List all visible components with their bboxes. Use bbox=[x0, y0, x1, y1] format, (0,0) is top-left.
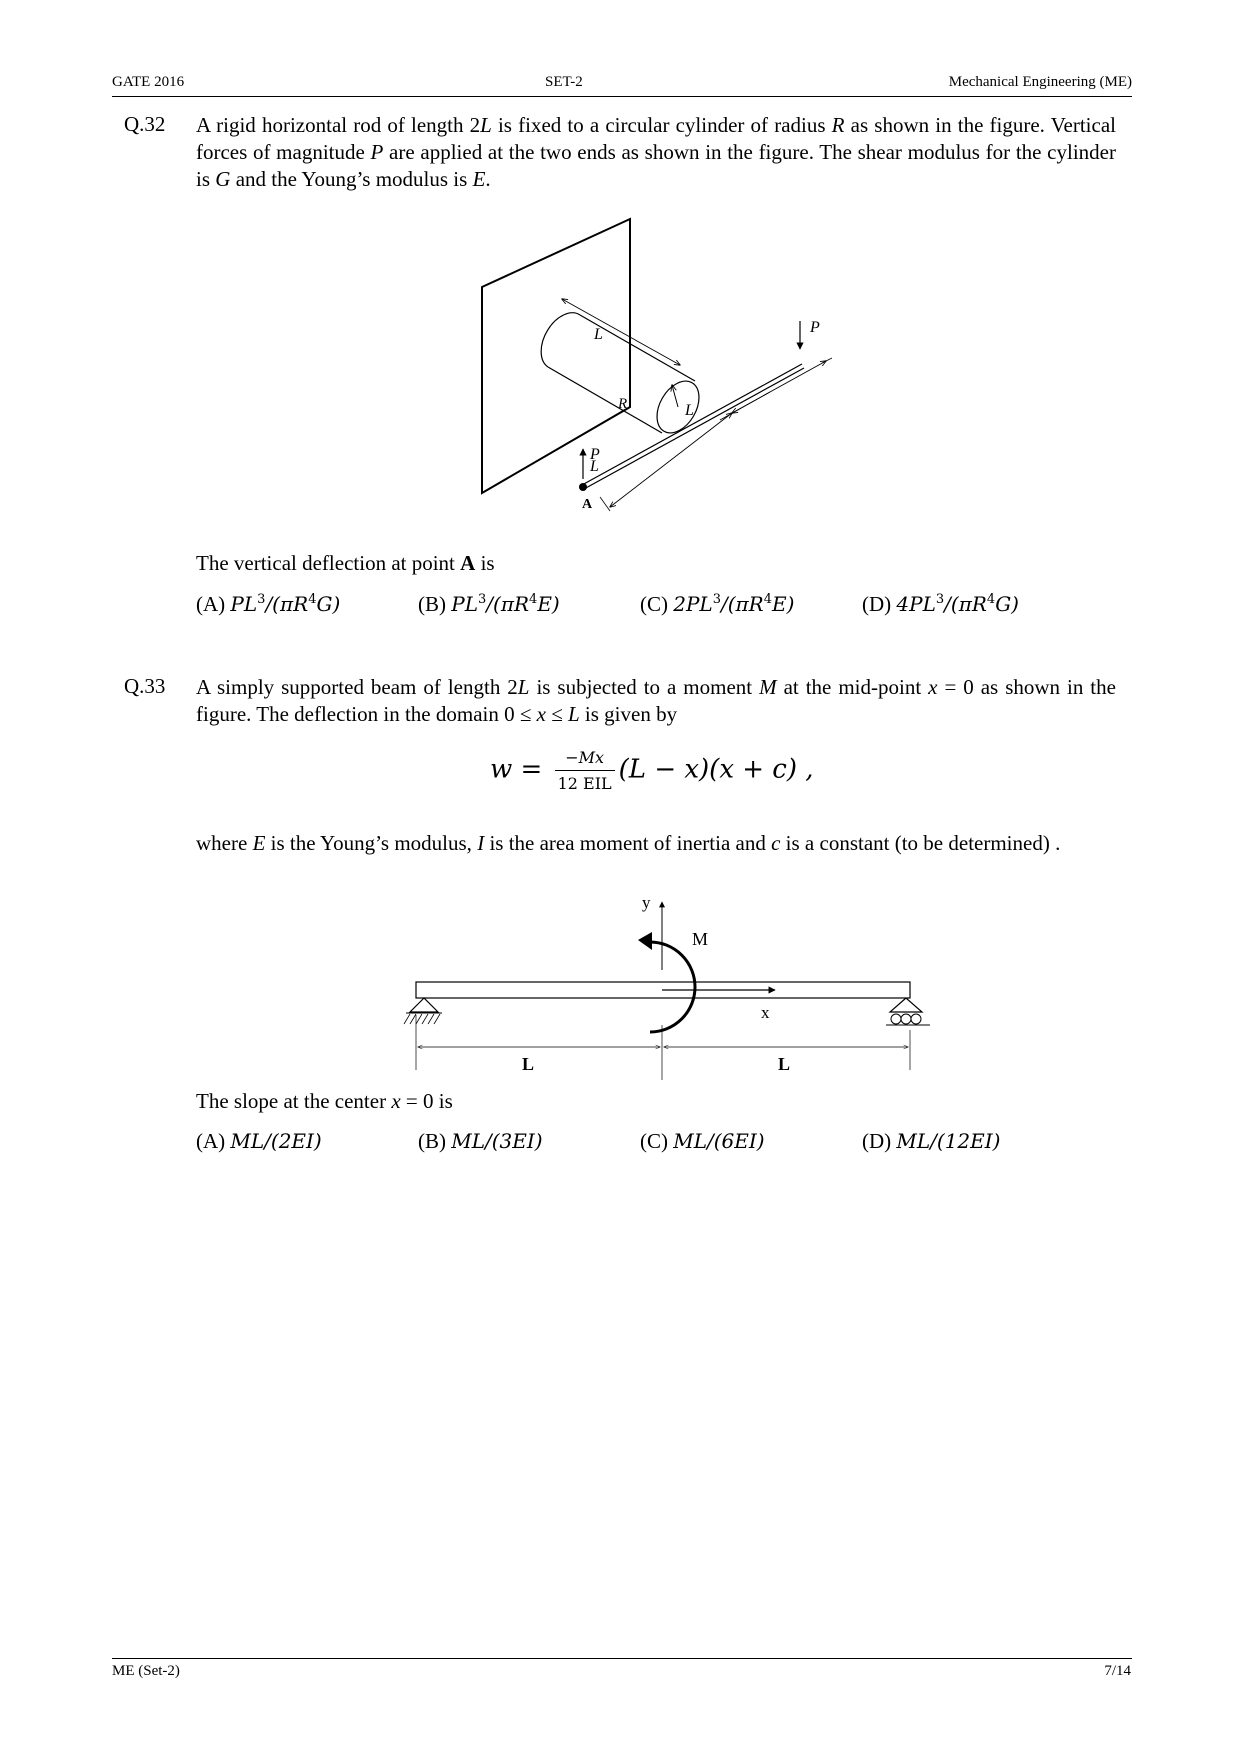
label-l-right: L bbox=[685, 402, 694, 419]
wall bbox=[482, 219, 630, 493]
label-l-right: L bbox=[778, 1054, 791, 1074]
label-r: R bbox=[618, 396, 628, 412]
q32-option-c[interactable]: (C) $2PL^3/(\pi R^4E)$ bbox=[640, 592, 795, 616]
q32-text: A rigid horizontal rod of length 2L is fixed to a circular cylinder of radius R as shown in the figure. Vertical forces of magnitude P are applied at the two ends as shown in the figure. The shear modulus for the cylinder is G and the Young’s modulus is E. bbox=[196, 113, 1116, 191]
q32-question: The vertical deflection at point A is bbox=[196, 551, 495, 575]
q33-option-a[interactable]: (A) ML/(2EI) bbox=[196, 1129, 322, 1153]
q32-option-b[interactable]: (B) $PL^3/(\pi R^4E)$ bbox=[418, 592, 560, 616]
label-m: M bbox=[692, 929, 709, 949]
pin-support bbox=[410, 998, 438, 1012]
label-y: y bbox=[642, 893, 651, 912]
q33-option-b[interactable]: (B) ML/(3EI) bbox=[418, 1129, 543, 1153]
footer-set: ME (Set-2) bbox=[112, 1663, 180, 1679]
header-rule bbox=[112, 96, 1132, 97]
header-set: SET-2 bbox=[545, 74, 583, 90]
q32-option-a[interactable]: (A) $PL^3/(\pi R^4G)$ bbox=[196, 592, 341, 616]
page-number: 7/14 bbox=[1104, 1663, 1131, 1679]
header-exam: GATE 2016 bbox=[112, 74, 185, 90]
q33-text: A simply supported beam of length 2L is subjected to a moment M at the mid-point x = 0 as shown in the figure. The deflection in the domain 0 ≤ x ≤ L is given by bbox=[196, 675, 1116, 726]
q33-number: Q.33 bbox=[124, 674, 166, 698]
label-l-cylinder: L bbox=[594, 326, 603, 343]
q33-option-c[interactable]: (C) ML/(6EI) bbox=[640, 1129, 765, 1153]
q33-where-text: where E is the Young’s modulus, I is the area moment of inertia and c is a constant (to be determined) . bbox=[196, 831, 1061, 855]
q32-figure bbox=[470, 215, 850, 520]
roller-support bbox=[890, 998, 922, 1012]
label-p-top: P bbox=[810, 319, 820, 336]
footer-rule bbox=[112, 1658, 1132, 1659]
q33-option-d[interactable]: (D) ML/(12EI) bbox=[862, 1129, 1001, 1153]
label-x: x bbox=[761, 1003, 770, 1022]
q32-option-d[interactable]: (D) $4PL^3/(\pi R^4G)$ bbox=[862, 592, 1019, 616]
label-a: A bbox=[582, 497, 593, 512]
q32-number: Q.32 bbox=[124, 112, 166, 136]
label-l-left: L bbox=[522, 1054, 535, 1074]
deflection-equation: w = $\frac{-Mx}{\text{12 EIL}}$ (L − x)(x + c) , bbox=[490, 748, 814, 793]
q33-question: The slope at the center x = 0 is bbox=[196, 1089, 453, 1113]
point-a bbox=[579, 483, 587, 491]
moment-arrow bbox=[650, 942, 695, 1032]
q33-figure bbox=[380, 890, 950, 1080]
header-subject: Mechanical Engineering (ME) bbox=[948, 74, 1132, 90]
label-l-left: L bbox=[590, 458, 599, 475]
label-p-left: P bbox=[590, 446, 600, 463]
